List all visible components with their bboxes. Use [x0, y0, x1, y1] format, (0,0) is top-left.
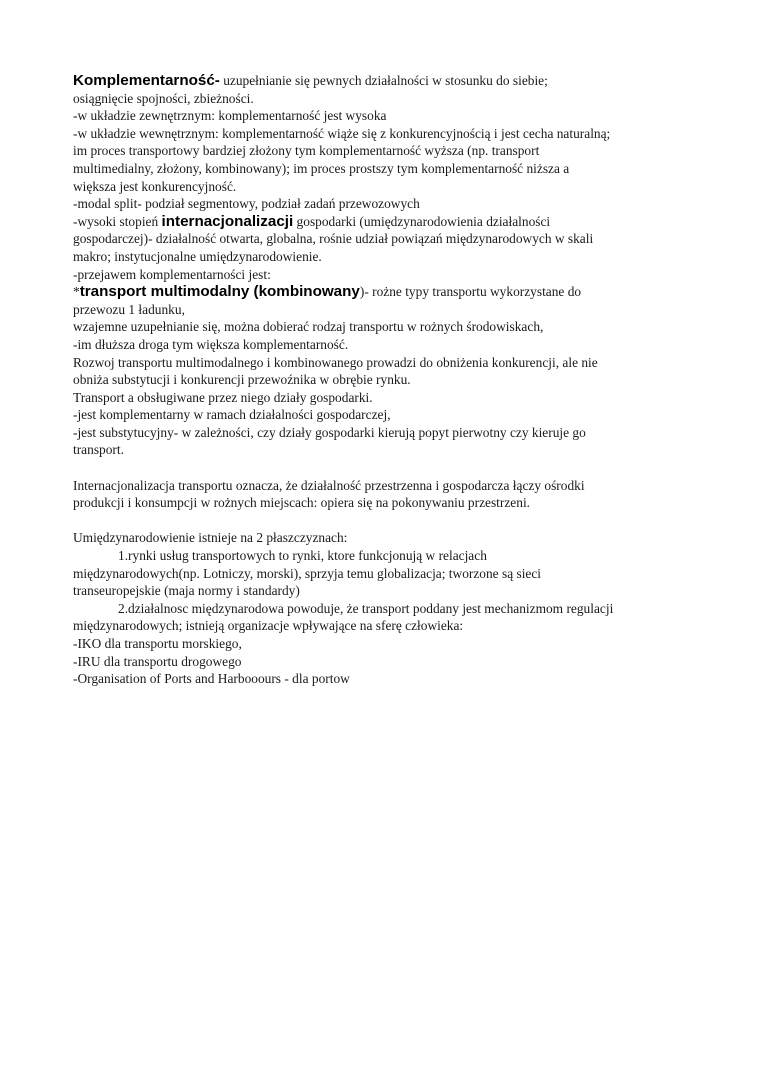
line-text: im proces transportowy bardziej złożony tym komplementarność wyższa (np. transport [73, 143, 540, 159]
text-line [73, 90, 693, 108]
text-line [73, 301, 693, 319]
text-line [73, 125, 693, 143]
line-text: transport. [73, 442, 124, 458]
line-text: -IKO dla transportu morskiego, [73, 636, 242, 651]
line-text: -w układzie wewnętrznym: komplementarność wiąże się z konkurencyjnością i jest cecha naturalną; [73, 125, 611, 141]
bold-term: transport multimodalny (kombinowany [79, 283, 360, 301]
line-text: wzajemne uzupełnianie się, można dobierać rodzaj transportu w rożnych środowiskach, [73, 319, 544, 335]
text-line [73, 670, 693, 688]
text-line [73, 142, 693, 160]
line-text: -im dłuższa droga tym większa komplementarność. [73, 336, 349, 352]
line-text: 1.rynki usług transportowych to rynki, ktore funkcjonują w relacjach [118, 548, 487, 564]
line-text: produkcji i konsumpcji w rożnych miejscach: opiera się na pokonywaniu przestrzeni. [73, 495, 531, 511]
bold-term: internacjonalizacji [161, 212, 294, 230]
paragraph-gap [73, 512, 693, 530]
text-line [73, 600, 693, 618]
text-line [73, 160, 693, 178]
text-line [73, 424, 693, 442]
text-line [73, 547, 693, 565]
line-text: -jest substytucyjny- w zależności, czy działy gospodarki kierują popyt pierwotny czy kieruje go [73, 424, 586, 440]
line-text: transeuropejskie (maja normy i standardy) [73, 583, 300, 599]
document-page [73, 72, 693, 688]
text-line [73, 582, 693, 600]
text-line [73, 72, 693, 90]
text-line [73, 406, 693, 424]
line-text: gospodarki (umiędzynarodowienia działalności [293, 213, 551, 229]
line-prefix: * [73, 284, 80, 300]
line-text: multimedialny, złożony, kombinowany); im proces prostszy tym komplementarność niższa a [73, 160, 570, 176]
text-line [73, 354, 693, 372]
bold-term: Komplementarność- [73, 72, 220, 89]
text-line [73, 565, 693, 583]
line-text: obniża substytucji i konkurencji przewoźnika w obrębie rynku. [73, 372, 411, 388]
paragraph-gap [73, 459, 693, 477]
line-prefix: -wysoki stopień [73, 213, 162, 229]
text-line [73, 494, 693, 512]
line-text: międzynarodowych; istnieją organizacje wpływające na sferę człowieka: [73, 618, 464, 634]
text-line [73, 635, 693, 653]
text-line [73, 213, 693, 231]
text-line [73, 653, 693, 671]
text-line [73, 371, 693, 389]
text-line [73, 195, 693, 213]
text-line [73, 617, 693, 635]
text-line [73, 107, 693, 125]
line-text: gospodarczej)- działalność otwarta, globalna, rośnie udział powiązań międzynarodowych w skali [73, 231, 594, 247]
line-text: -Organisation of Ports and Harbooours - dla portow [73, 671, 350, 687]
line-text: Internacjonalizacja transportu oznacza, że działalność przestrzenna i gospodarcza łączy ośrodki [73, 477, 585, 493]
text-line [73, 441, 693, 459]
line-text: Umiędzynarodowienie istnieje na 2 płaszczyznach: [73, 530, 348, 546]
text-line [73, 389, 693, 407]
text-line [73, 318, 693, 336]
line-text: )- rożne typy transportu wykorzystane do [359, 284, 582, 300]
text-line [73, 283, 693, 301]
line-text: Transport a obsługiwane przez niego działy gospodarki. [73, 389, 373, 405]
line-text: przewozu 1 ładunku, [73, 301, 185, 317]
line-text: makro; instytucjonalne umiędzynarodowienie. [73, 248, 322, 264]
line-text: międzynarodowych(np. Lotniczy, morski), sprzyja temu globalizacja; tworzone są sieci [73, 565, 542, 581]
text-line [73, 178, 693, 196]
line-text: uzupełnianie się pewnych działalności w stosunku do siebie; [219, 73, 548, 88]
line-text: większa jest konkurencyjność. [73, 178, 237, 194]
text-line [73, 266, 693, 284]
line-text: -IRU dla transportu drogowego [73, 653, 242, 669]
text-line [73, 230, 693, 248]
text-line [73, 477, 693, 495]
line-text: -modal split- podział segmentowy, podział zadań przewozowych [73, 196, 420, 212]
line-text: -w układzie zewnętrznym: komplementarność jest wysoka [73, 108, 387, 124]
text-line [73, 336, 693, 354]
text-line [73, 529, 693, 547]
line-text: Rozwoj transportu multimodalnego i kombinowanego prowadzi do obniżenia konkurencji, ale nie [73, 354, 598, 370]
line-text: -jest komplementarny w ramach działalności gospodarczej, [73, 407, 391, 423]
text-line [73, 248, 693, 266]
line-text: -przejawem komplementarności jest: [73, 266, 271, 282]
line-text: 2.działalnosc międzynarodowa powoduje, że transport poddany jest mechanizmom regulacji [118, 600, 614, 616]
line-text: osiągnięcie spojności, zbieżności. [73, 90, 254, 106]
